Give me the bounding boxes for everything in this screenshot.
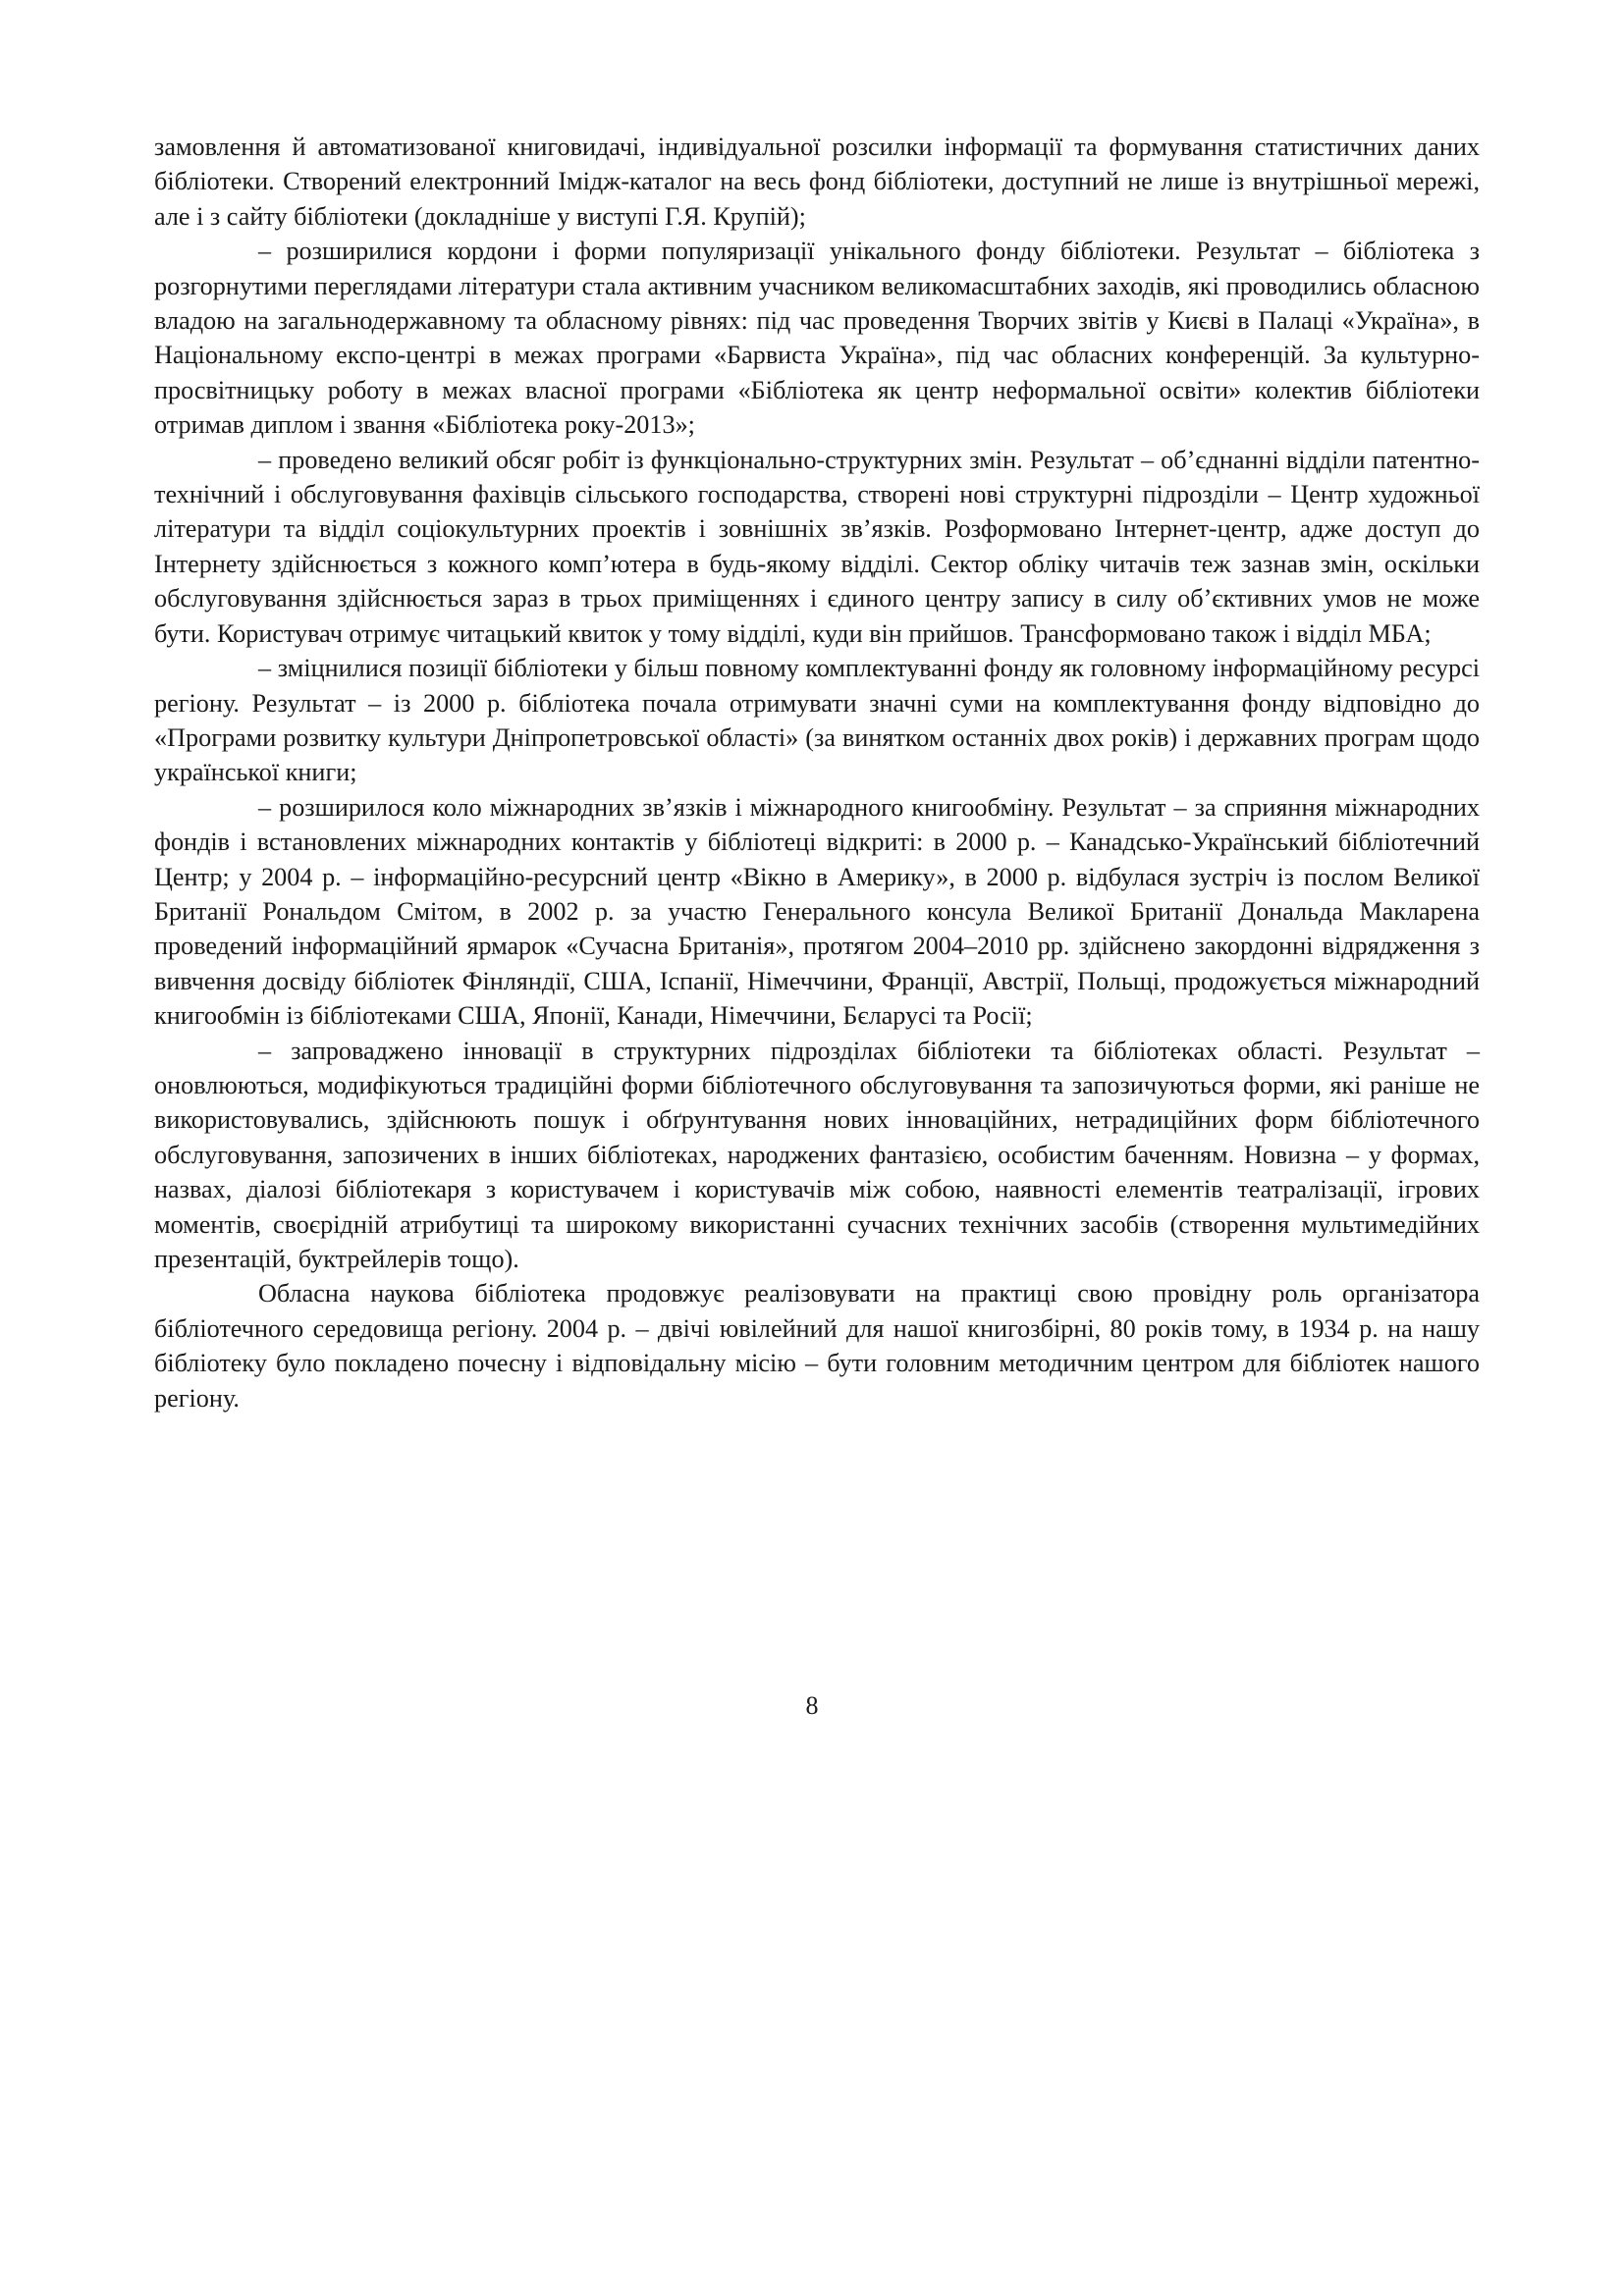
paragraph-1: замовлення й автоматизованої книговидачі, індивідуальної розсилки інформації та формування статистичних даних бібліотеки. Створений електронний Імідж-каталог на весь фонд бібліотеки, доступний не лише із внутрішньої мережі, але і з сайту бібліотеки (докладніше у виступі Г.Я. Крупій);	[154, 133, 1480, 231]
paragraph-7: Обласна наукова бібліотека продовжує реалізовувати на практиці свою провідну роль організатора бібліотечного середовища регіону. 2004 р. – двічі ювілейний для нашої книгозбірні, 80 років тому, в 1934 р. на нашу бібліотеку було покладено почесну і відповідальну місію – бути головним методичним центром для бібліотек нашого регіону.	[154, 1279, 1480, 1413]
paragraph-2: – розширилися кордони і форми популяризації унікального фонду бібліотеки. Результат – бібліотека з розгорнутими переглядами літератури стала активним учасником великомасштабних заходів, які проводились обласною владою на загальнодержавному та обласному рівнях: під час проведення Творчих звітів у Києві в Палаці «Україна», в Національному експо-центрі в межах програми «Барвиста Україна», під час обласних конференцій. За культурно-просвітницьку роботу в межах власної програми «Бібліотека як центр неформальної освіти» колектив бібліотеки отримав диплом і звання «Бібліотека року-2013»;	[154, 237, 1480, 440]
page-number: 8	[805, 1691, 819, 1720]
paragraph-3: – проведено великий обсяг робіт із функціонально-структурних змін. Результат – об’єднанні відділи патентно-технічний і обслуговування фахівців сільського господарства, створені нові структурні підрозділи – Центр художньої літератури та відділ соціокультурних проектів і зовнішніх зв’язків. Розформовано Інтернет-центр, адже доступ до Інтернету здійснюється з кожного комп’ютера в будь-якому відділі. Сектор обліку читачів теж зазнав змін, оскільки обслуговування здійснюється зараз в трьох приміщеннях і єдиного центру запису в силу об’єктивних умов не може бути. Користувач отримує читацький квиток у тому відділі, куди він прийшов. Трансформовано також і відділ МБА;	[154, 445, 1480, 648]
page-body	[154, 130, 1480, 1415]
paragraph-6: – запроваджено інновації в структурних підрозділах бібліотеки та бібліотеках області. Результат – оновлюються, модифікуються традиційні форми бібліотечного обслуговування та запозичуються форми, які раніше не використовувались, здійснюють пошук і обґрунтування нових інноваційних, нетрадиційних форм бібліотечного обслуговування, запозичених в інших бібліотеках, народжених фантазією, особистим баченням. Новизна – у формах, назвах, діалозі бібліотекаря з користувачем і користувачів між собою, наявності елементів театралізації, ігрових моментів, своєрідній атрибутиці та широкому використанні сучасних технічних засобів (створення мультимедійних презентацій, буктрейлерів тощо).	[154, 1036, 1480, 1273]
paragraph-4: – зміцнилися позиції бібліотеки у більш повному комплектуванні фонду як головному інформаційному ресурсі регіону. Результат – із 2000 р. бібліотека почала отримувати значні суми на комплектування фонду відповідно до «Програми розвитку культури Дніпропетровської області» (за винятком останніх двох років) і державних програм щодо української книги;	[154, 654, 1480, 787]
paragraph-5: – розширилося коло міжнародних зв’язків і міжнародного книгообміну. Результат – за сприяння міжнародних фондів і встановлених міжнародних контактів у бібліотеці відкриті: в 2000 р. – Канадсько-Український бібліотечний Центр; у 2004 р. – інформаційно-ресурсний центр «Вікно в Америку», в 2000 р. відбулася зустріч із послом Великої Британії Рональдом Смітом, в 2002 р. за участю Генерального консула Великої Британії Дональда Макларена проведений інформаційний ярмарок «Сучасна Британія», протягом 2004–2010 рр. здійснено закордонні відрядження з вивчення досвіду бібліотек Фінляндії, США, Іспанії, Німеччини, Франції, Австрії, Польщі, продожується міжнародний книгообмін із бібліотеками США, Японії, Канади, Німеччини, Бєларусі та Росії;	[154, 792, 1480, 1031]
